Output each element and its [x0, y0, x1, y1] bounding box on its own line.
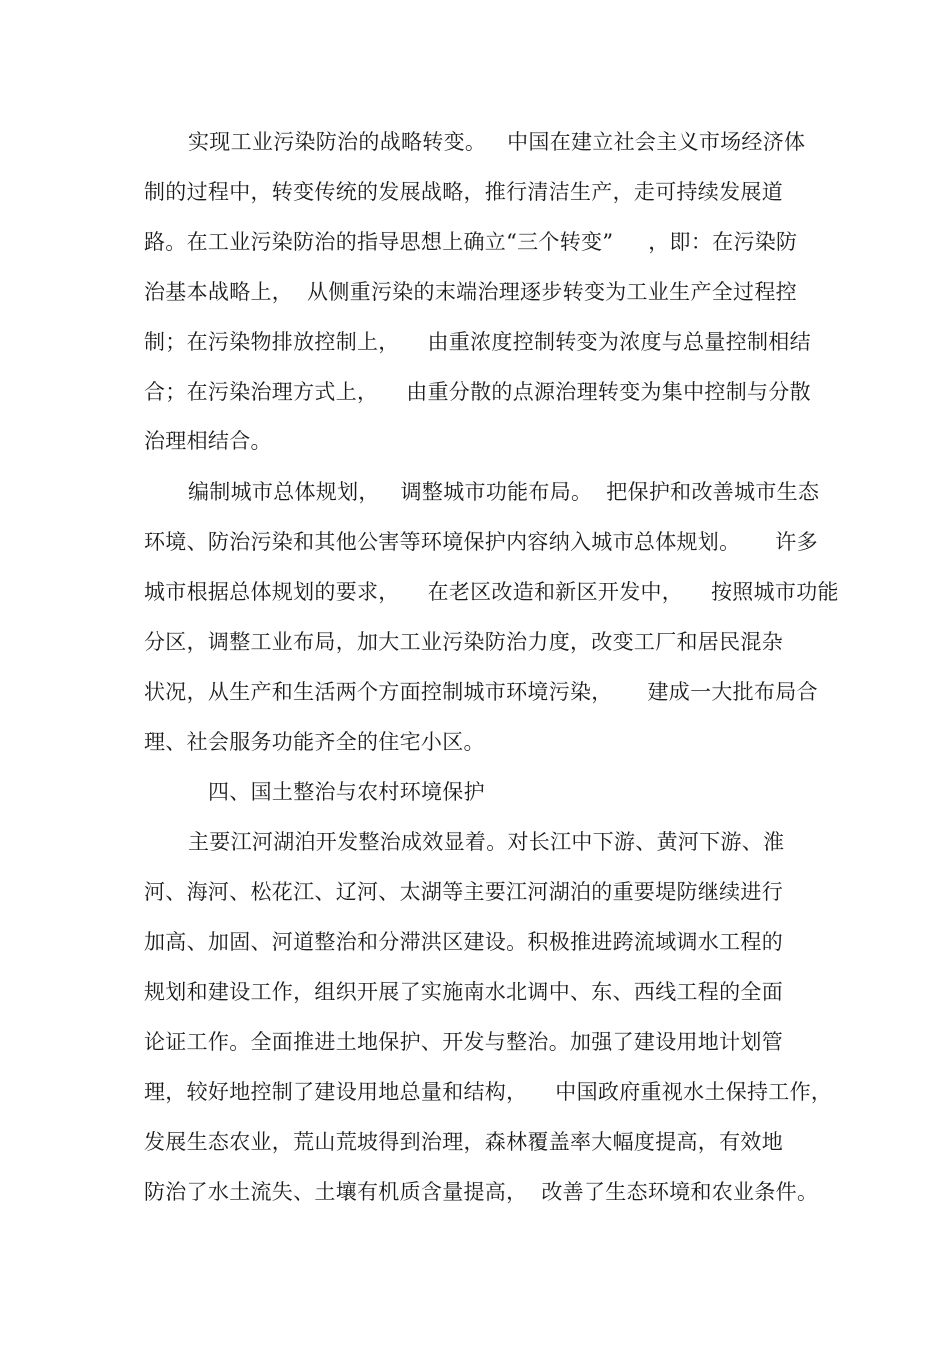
- paragraph-3-line-4: 规划和建设工作，组织开展了实施南水北调中、东、西线工程的全面: [144, 980, 783, 1004]
- paragraph-1-line-4: 治基本战略上， 从侧重污染的末端治理逐步转变为工业生产全过程控: [144, 280, 797, 304]
- section-heading: 四、国土整治与农村环境保护: [208, 780, 485, 804]
- paragraph-2-line-6: 理、社会服务功能齐全的住宅小区。: [144, 730, 485, 754]
- paragraph-3-line-3: 加高、加固、河道整治和分滞洪区建设。积极推进跨流域调水工程的: [144, 930, 783, 954]
- paragraph-1-line-7: 治理相结合。: [144, 429, 272, 453]
- paragraph-1-line-1: 实现工业污染防治的战略转变。 中国在建立社会主义市场经济体: [188, 130, 806, 154]
- paragraph-3-line-1: 主要江河湖泊开发整治成效显着。对长江中下游、黄河下游、淮: [188, 830, 785, 854]
- paragraph-3-line-5: 论证工作。全面推进土地保护、开发与整治。加强了建设用地计划管: [144, 1030, 783, 1054]
- paragraph-2-line-3: 城市根据总体规划的要求， 在老区改造和新区开发中， 按照城市功能: [144, 580, 839, 604]
- paragraph-2-line-4: 分区，调整工业布局，加大工业污染防治力度，改变工厂和居民混杂: [144, 630, 783, 654]
- paragraph-2-line-5: 状况，从生产和生活两个方面控制城市环境污染， 建成一大批布局合: [144, 680, 818, 704]
- paragraph-3-line-7: 发展生态农业，荒山荒坡得到治理，森林覆盖率大幅度提高，有效地: [144, 1130, 783, 1154]
- paragraph-2-line-2: 环境、防治污染和其他公害等环境保护内容纳入城市总体规划。 许多: [144, 530, 818, 554]
- paragraph-3-line-8: 防治了水土流失、土壤有机质含量提高， 改善了生态环境和农业条件。: [144, 1180, 819, 1204]
- paragraph-3-line-6: 理，较好地控制了建设用地总量和结构， 中国政府重视水土保持工作，: [144, 1080, 833, 1104]
- paragraph-2-line-1: 编制城市总体规划， 调整城市功能布局。 把保护和改善城市生态: [188, 480, 820, 504]
- paragraph-3-line-2: 河、海河、松花江、辽河、太湖等主要江河湖泊的重要堤防继续进行: [144, 880, 783, 904]
- paragraph-1-line-3: 路。在工业污染防治的指导思想上确立“三个转变” ，即：在污染防: [144, 230, 798, 254]
- paragraph-1-line-5: 制；在污染物排放控制上， 由重浓度控制转变为浓度与总量控制相结: [144, 330, 811, 354]
- paragraph-1-line-6: 合；在污染治理方式上， 由重分散的点源治理转变为集中控制与分散: [144, 380, 811, 404]
- paragraph-1-line-2: 制的过程中，转变传统的发展战略，推行清洁生产，走可持续发展道: [144, 180, 783, 204]
